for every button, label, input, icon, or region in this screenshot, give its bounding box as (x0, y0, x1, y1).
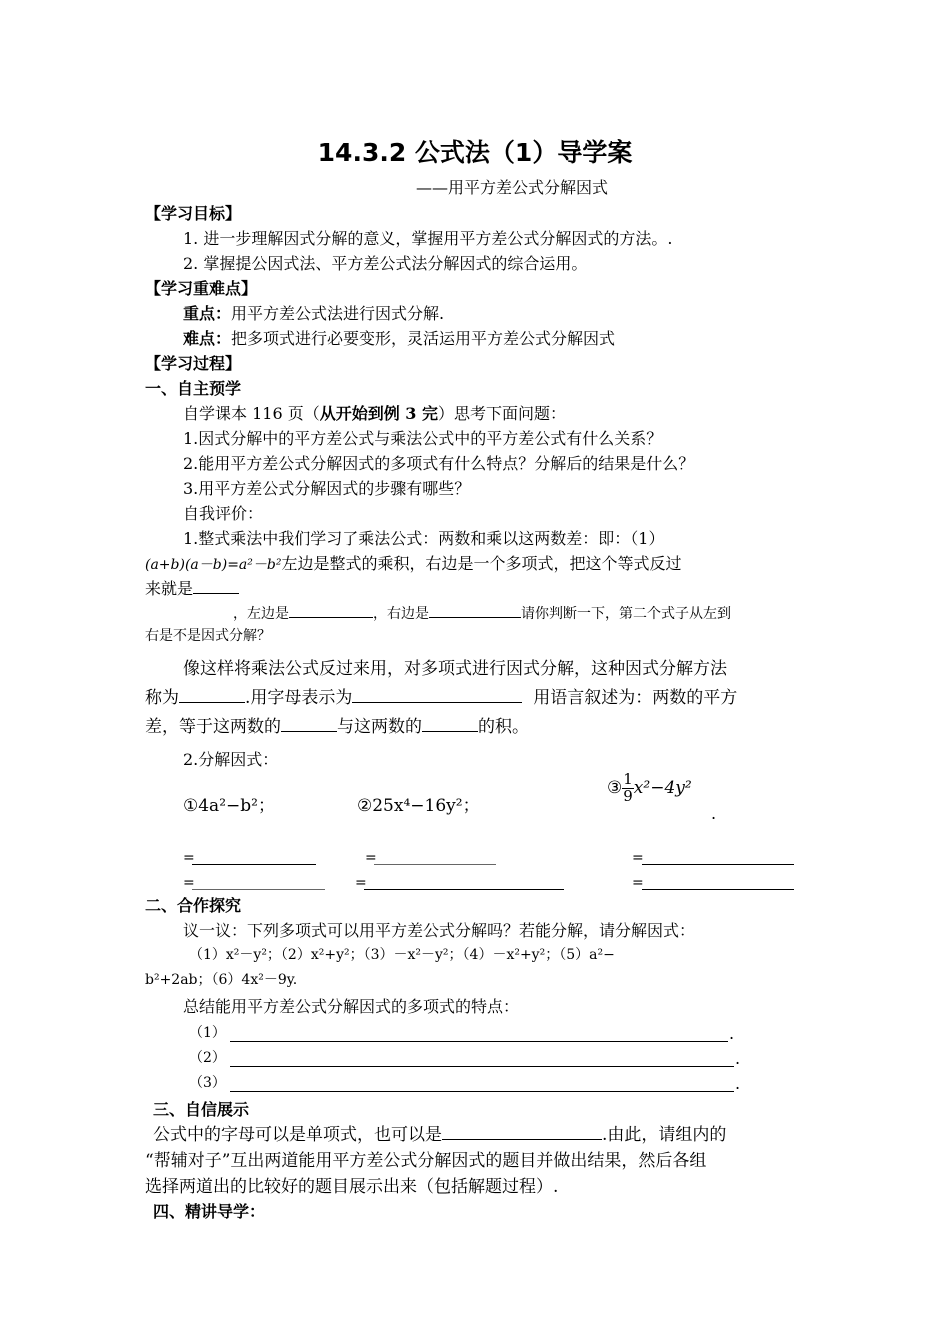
question-3: 3.用平方差公式分解因式的步骤有哪些？ (183, 479, 471, 498)
method-line-2 (145, 688, 737, 708)
exercise-3-mark: ③ (607, 778, 623, 799)
section-4-heading: 四、精讲导学： (153, 1202, 266, 1221)
goal-item-1: 1. 进一步理解因式分解的意义，掌握用平方差公式分解因式的方法。. (183, 229, 673, 248)
answer-2b-eq: = (355, 875, 367, 891)
answer-2b-blank[interactable] (364, 889, 564, 890)
verbal-text-a: 差，等于这两数的 (145, 717, 281, 737)
self-eval-label: 自我评价： (183, 504, 264, 523)
difference-of-squares-formula: (a+b)(a－b)=a²－b² (145, 557, 282, 573)
feature-1-label: （1） (189, 1025, 226, 1041)
feature-3-blank[interactable] (230, 1091, 734, 1092)
right-side-label: ，右边是 (373, 606, 429, 622)
answer-2a-blank[interactable] (374, 864, 496, 865)
fraction-numerator: 1 (623, 770, 633, 788)
letter-form-blank[interactable] (352, 688, 522, 703)
answer-1b-eq: = (183, 875, 195, 891)
answer-2a-eq: = (365, 850, 377, 866)
exercise-3-fraction (622, 772, 634, 805)
exercise-3-period: . (711, 804, 717, 823)
sum-blank[interactable] (281, 717, 337, 732)
show-line-1-text: 公式中的字母可以是单项式，也可以是 (153, 1125, 442, 1145)
method-name-label: 称为 (145, 688, 179, 708)
goal-item-2: 2. 掌握提公因式法、平方差公式法分解因式的综合运用。 (183, 254, 588, 273)
feature-1-period: . (729, 1024, 735, 1043)
section-1-heading: 一、自主预学 (145, 379, 242, 398)
reading-text-a: 自学课本 116 页（ (183, 404, 320, 423)
judgement-text: 请你判断一下，第二个式子从左到 (521, 606, 731, 622)
show-line-1-tail: .由此，请组内的 (602, 1125, 727, 1145)
difficulty-label: 难点： (183, 329, 232, 348)
feature-3-period: . (735, 1074, 741, 1093)
feature-2-label: （2） (189, 1050, 226, 1066)
discussion-prompt: 议一议：下列多项式可以用平方差公式分解吗？若能分解，请分解因式： (183, 921, 696, 940)
show-line-1 (153, 1125, 726, 1145)
eval-1-line-2-text: 左边是整式的乘积，右边是一个多项式，把这个等式反过 (281, 554, 682, 573)
verbal-form-label: 用语言叙述为：两数的平方 (533, 688, 738, 708)
section-3-heading: 三、自信展示 (153, 1100, 250, 1119)
method-name-blank[interactable] (179, 688, 245, 703)
left-side-label: ，左边是 (233, 606, 289, 622)
answer-3a-blank[interactable] (642, 864, 794, 865)
verbal-text-b: 与这两数的 (337, 717, 422, 737)
exercise-1: ①4a²−b²； (183, 796, 275, 816)
reading-text-c: ）思考下面问题： (438, 404, 567, 423)
difference-blank[interactable] (422, 717, 478, 732)
eval-2-label: 2.分解因式： (183, 750, 279, 769)
keypoints-heading: 【学习重难点】 (145, 279, 258, 298)
answer-1a-blank[interactable] (192, 864, 316, 865)
answer-1b-blank[interactable] (192, 889, 325, 890)
eval-1-line-1: 1.整式乘法中我们学习了乘法公式：两数和乘以这两数差：即：（1） (183, 529, 665, 548)
reverse-formula-blank[interactable] (193, 579, 239, 594)
feature-1-blank[interactable] (230, 1041, 728, 1042)
features-summary-prompt: 总结能用平方差公式分解因式的多项式的特点： (183, 997, 520, 1016)
focus-line (183, 304, 444, 323)
reading-assignment (183, 404, 566, 423)
section-2-heading: 二、合作探究 (145, 896, 242, 915)
polynomial-list-line-2: b²+2ab；（6）4x²－9y. (145, 972, 298, 988)
eval-1-line-5: 右是不是因式分解？ (145, 628, 271, 644)
doc-title: 14.3.2 公式法（1）导学案 (317, 138, 633, 167)
focus-label: 重点： (183, 304, 232, 323)
answer-3b-blank[interactable] (642, 889, 794, 890)
question-2: 2.能用平方差公式分解因式的多项式有什么特点？分解后的结果是什么？ (183, 454, 695, 473)
left-side-blank[interactable] (289, 603, 373, 618)
polynomial-blank[interactable] (442, 1125, 602, 1140)
difficulty-line (183, 329, 615, 348)
process-heading: 【学习过程】 (145, 354, 242, 373)
question-1: 1.因式分解中的平方差公式与乘法公式中的平方差公式有什么关系？ (183, 429, 663, 448)
doc-subtitle: ——用平方差公式分解因式 (416, 178, 609, 197)
eval-1-line-2 (145, 554, 681, 574)
method-line-1: 像这样将乘法公式反过来用，对多项式进行因式分解，这种因式分解方法 (183, 659, 727, 679)
eval-1-line-4 (233, 603, 731, 623)
eval-1-line-3 (145, 579, 239, 598)
feature-3-label: （3） (189, 1075, 226, 1091)
right-side-blank[interactable] (429, 603, 521, 618)
answer-3a-eq: = (632, 850, 644, 866)
answer-1a-eq: = (183, 850, 195, 866)
difficulty-text: 把多项式进行必要变形，灵活运用平方差公式分解因式 (231, 329, 616, 348)
letter-form-label: .用字母表示为 (245, 688, 353, 708)
eval-1-line-3-text: 来就是 (145, 579, 194, 598)
fraction-denominator: 9 (623, 786, 633, 805)
show-line-3: 选择两道出的比较好的题目展示出来（包括解题过程）. (145, 1177, 559, 1197)
method-line-3 (145, 717, 529, 737)
exercise-3 (607, 772, 692, 805)
goals-heading: 【学习目标】 (145, 204, 242, 223)
focus-text: 用平方差公式法进行因式分解. (231, 304, 445, 323)
polynomial-list-line-1: （1）x²－y²；（2）x²+y²；（3）－x²－y²；（4）－x²+y²；（5）a²− (189, 947, 615, 963)
answer-3b-eq: = (632, 875, 644, 891)
feature-2-period: . (735, 1049, 741, 1068)
show-line-2: “帮辅对子”互出两道能用平方差公式分解因式的题目并做出结果，然后各组 (145, 1151, 707, 1171)
exercise-2: ②25x⁴−16y²； (357, 796, 480, 816)
reading-range: 从开始到例 3 完 (319, 404, 438, 423)
verbal-text-c: 的积。 (478, 717, 529, 737)
exercise-3-terms: x²−4y² (633, 778, 692, 799)
feature-2-blank[interactable] (230, 1066, 734, 1067)
